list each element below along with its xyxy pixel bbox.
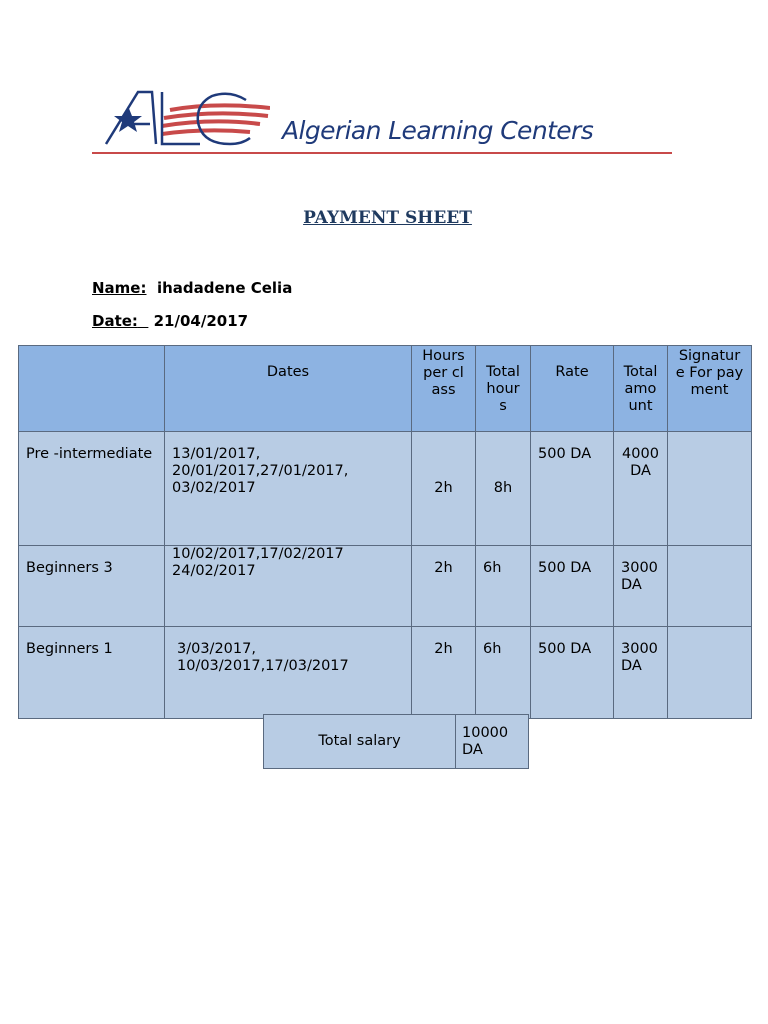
date-field [92, 312, 248, 330]
total-hours-cell: 6h [476, 546, 531, 627]
total-salary-table [263, 714, 529, 769]
total-hours-cell: 8h [476, 432, 531, 546]
total-salary-value: 10000 DA [456, 715, 529, 769]
letterhead [92, 86, 672, 156]
hours-per-class-cell: 2h [412, 432, 476, 546]
table-row [19, 627, 752, 719]
col-header-level [19, 346, 165, 432]
col-header-total-hours: Total hours [476, 346, 531, 432]
col-header-hours-per-class: Hours per class [412, 346, 476, 432]
total-hours-cell: 6h [476, 627, 531, 719]
hours-per-class-cell: 2h [412, 627, 476, 719]
rate-cell: 500 DA [531, 627, 614, 719]
signature-cell[interactable] [668, 432, 752, 546]
name-value: ihadadene Celia [156, 279, 293, 297]
level-cell: Pre -intermediate [19, 432, 165, 546]
page-title: PAYMENT SHEET [303, 208, 472, 228]
dates-cell: 10/02/2017,17/02/2017 24/02/2017 [165, 546, 412, 627]
total-salary-row [264, 715, 529, 769]
col-header-dates: Dates [165, 346, 412, 432]
dates-cell: 13/01/2017, 20/01/2017,27/01/2017, 03/02/2017 [165, 432, 412, 546]
table-header-row [19, 346, 752, 432]
table-row [19, 546, 752, 627]
date-label: Date: [92, 312, 138, 330]
col-header-total-amount: Total amount [614, 346, 668, 432]
name-field [92, 279, 292, 297]
table-row [19, 432, 752, 546]
total-amount-cell: 3000 DA [614, 627, 668, 719]
letterhead-rule [92, 152, 672, 154]
rate-cell: 500 DA [531, 432, 614, 546]
payment-table [18, 345, 752, 719]
hours-per-class-cell: 2h [412, 546, 476, 627]
dates-cell: 3/03/2017, 10/03/2017,17/03/2017 [165, 627, 412, 719]
level-cell: Beginners 3 [19, 546, 165, 627]
level-cell: Beginners 1 [19, 627, 165, 719]
rate-cell: 500 DA [531, 546, 614, 627]
total-amount-cell: 3000 DA [614, 546, 668, 627]
col-header-signature: Signature For payment [668, 346, 752, 432]
name-label: Name: [92, 279, 147, 297]
signature-cell[interactable] [668, 627, 752, 719]
date-value: 21/04/2017 [153, 312, 249, 330]
signature-cell[interactable] [668, 546, 752, 627]
alc-logo [100, 88, 270, 150]
org-name: Algerian Learning Centers [282, 116, 594, 145]
col-header-rate: Rate [531, 346, 614, 432]
total-salary-label: Total salary [264, 715, 456, 769]
total-amount-cell: 4000 DA [614, 432, 668, 546]
